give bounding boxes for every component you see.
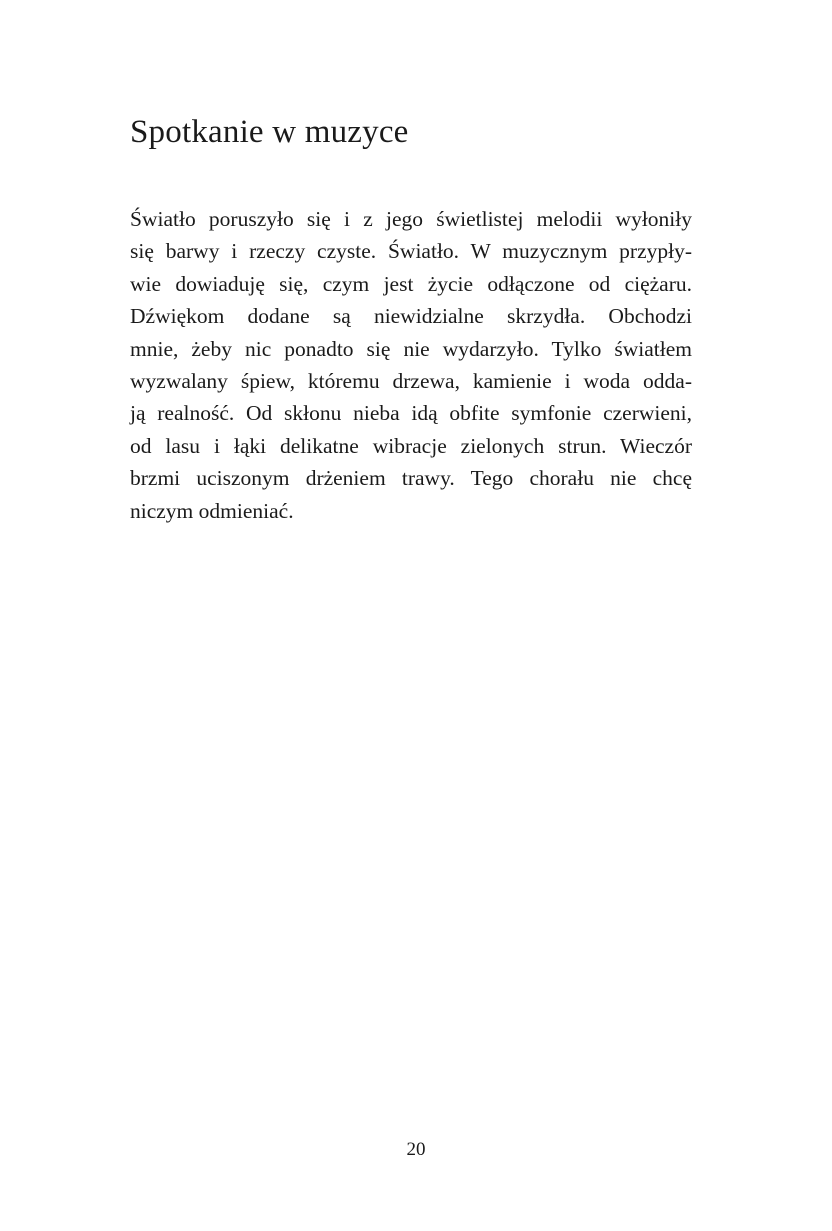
paragraph-line: wie dowiaduję się, czym jest życie odłączone od ciężaru. bbox=[130, 271, 692, 296]
paragraph-line: brzmi uciszonym drżeniem trawy. Tego chorału nie chcę bbox=[130, 466, 692, 491]
paragraph-line: Dźwiękom dodane są niewidzialne skrzydła. Obchodzi bbox=[130, 304, 692, 329]
paragraph-line: się barwy i rzeczy czyste. Światło. W muzycznym przypły- bbox=[130, 239, 692, 264]
body-paragraph bbox=[130, 203, 692, 527]
paragraph-line: ją realność. Od skłonu nieba idą obfite symfonie czerwieni, bbox=[130, 401, 692, 426]
paragraph-line: niczym odmieniać. bbox=[130, 498, 294, 523]
paragraph-line: od lasu i łąki delikatne wibracje zielonych strun. Wieczór bbox=[130, 433, 692, 458]
paragraph-line: mnie, żeby nic ponadto się nie wydarzyło. Tylko światłem bbox=[130, 336, 692, 361]
paragraph-line: Światło poruszyło się i z jego świetlistej melodii wyłoniły bbox=[130, 207, 692, 231]
paragraph-line: wyzwalany śpiew, któremu drzewa, kamienie i woda odda- bbox=[130, 368, 692, 393]
page-number: 20 bbox=[406, 1139, 426, 1160]
chapter-title: Spotkanie w muzyce bbox=[130, 114, 409, 150]
